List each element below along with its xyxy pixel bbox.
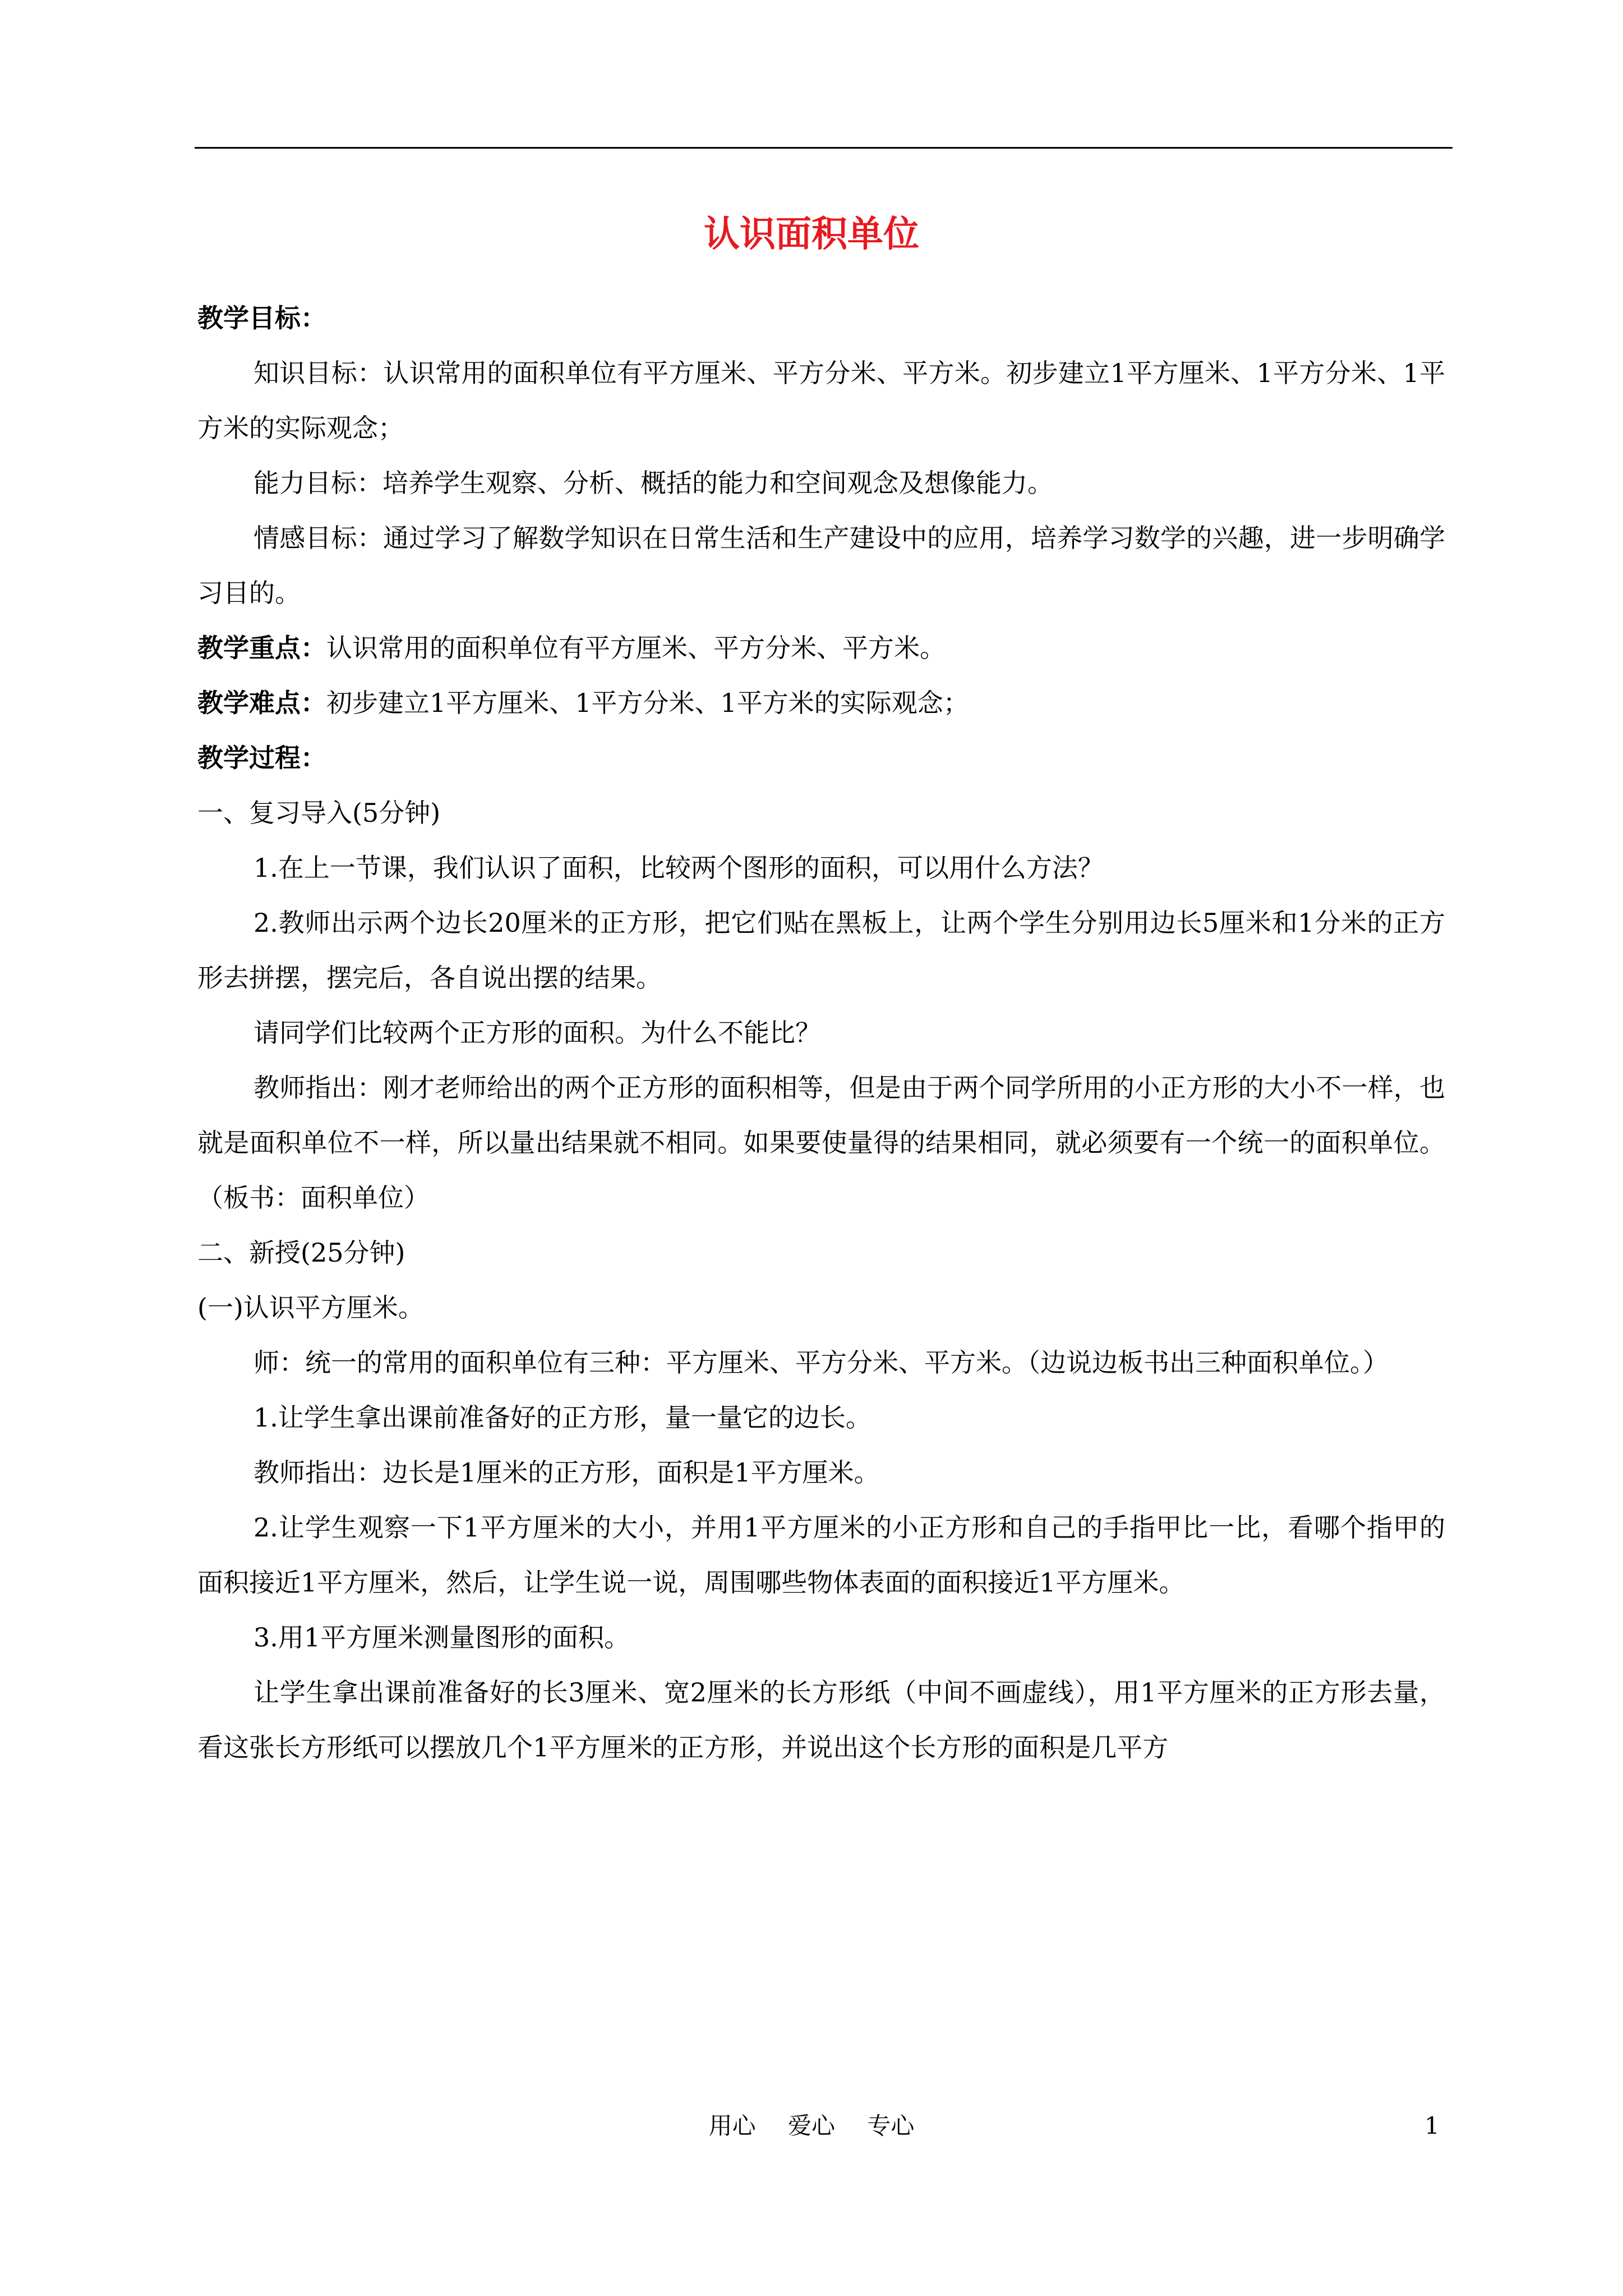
difficulty-text: 初步建立1平方厘米、1平方分米、1平方米的实际观念； xyxy=(326,688,969,718)
key-point xyxy=(197,620,1445,675)
objectives-heading: 教学目标： xyxy=(197,303,326,333)
review-item-1: 1.在上一节课，我们认识了面积，比较两个图形的面积，可以用什么方法？ xyxy=(253,853,1104,883)
new-lesson-item-1: 师：统一的常用的面积单位有三种：平方厘米、平方分米、平方米。（边说边板书出三种面积单位。） xyxy=(253,1347,1389,1378)
footer-word-1: 用心 xyxy=(708,2112,756,2139)
footer-word-2: 爱心 xyxy=(787,2112,835,2139)
document-title: 认识面积单位 xyxy=(704,213,919,255)
key-point-label: 教学重点： xyxy=(197,633,326,663)
review-item-3: 请同学们比较两个正方形的面积。为什么不能比？ xyxy=(253,1018,821,1048)
new-lesson-item-6: 让学生拿出课前准备好的长3厘米、宽2厘米的长方形纸（中间不画虚线），用1平方厘米的正方形去量，看这张长方形纸可以摆放几个1平方厘米的正方形，并说出这个长方形的面积是几平方 xyxy=(197,1677,1445,1763)
new-lesson-item-2: 1.让学生拿出课前准备好的正方形，量一量它的边长。 xyxy=(253,1402,872,1433)
emotion-goal: 情感目标：通过学习了解数学知识在日常生活和生产建设中的应用，培养学习数学的兴趣，进一步明确学习目的。 xyxy=(197,523,1445,608)
document-body xyxy=(197,291,1445,1775)
review-heading: 一、复习导入(5分钟) xyxy=(197,798,441,828)
new-lesson-heading: 二、新授(25分钟) xyxy=(197,1237,405,1268)
footer-word-3: 专心 xyxy=(867,2112,915,2139)
footer-motto xyxy=(0,2109,1623,2143)
difficulty-label: 教学难点： xyxy=(197,688,326,718)
new-lesson-item-4: 2.让学生观察一下1平方厘米的大小，并用1平方厘米的小正方形和自己的手指甲比一比，看哪个指甲的面积接近1平方厘米，然后，让学生说一说，周围哪些物体表面的面积接近1平方厘米。 xyxy=(197,1512,1445,1598)
header-rule xyxy=(195,147,1453,149)
new-lesson-item-3: 教师指出：边长是1厘米的正方形，面积是1平方厘米。 xyxy=(253,1457,880,1488)
new-lesson-item-5: 3.用1平方厘米测量图形的面积。 xyxy=(253,1622,630,1653)
review-item-2: 2.教师出示两个边长20厘米的正方形，把它们贴在黑板上，让两个学生分别用边长5厘米和1分米的正方形去拼摆，摆完后，各自说出摆的结果。 xyxy=(197,908,1445,993)
knowledge-goal: 知识目标：认识常用的面积单位有平方厘米、平方分米、平方米。初步建立1平方厘米、1平方分米、1平方米的实际观念； xyxy=(197,358,1445,443)
key-point-text: 认识常用的面积单位有平方厘米、平方分米、平方米。 xyxy=(326,633,946,663)
review-item-4: 教师指出：刚才老师给出的两个正方形的面积相等，但是由于两个同学所用的小正方形的大小不一样，也就是面积单位不一样，所以量出结果就不相同。如果要使量得的结果相同，就必须要有一个统一的面积单位。（板书：面积单位） xyxy=(197,1073,1445,1213)
difficulty xyxy=(197,675,1445,730)
ability-goal: 能力目标：培养学生观察、分析、概括的能力和空间观念及想像能力。 xyxy=(253,468,1053,498)
process-heading: 教学过程： xyxy=(197,743,326,773)
page-number: 1 xyxy=(1424,2112,1440,2139)
sub-heading-square-cm: (一)认识平方厘米。 xyxy=(197,1292,424,1323)
